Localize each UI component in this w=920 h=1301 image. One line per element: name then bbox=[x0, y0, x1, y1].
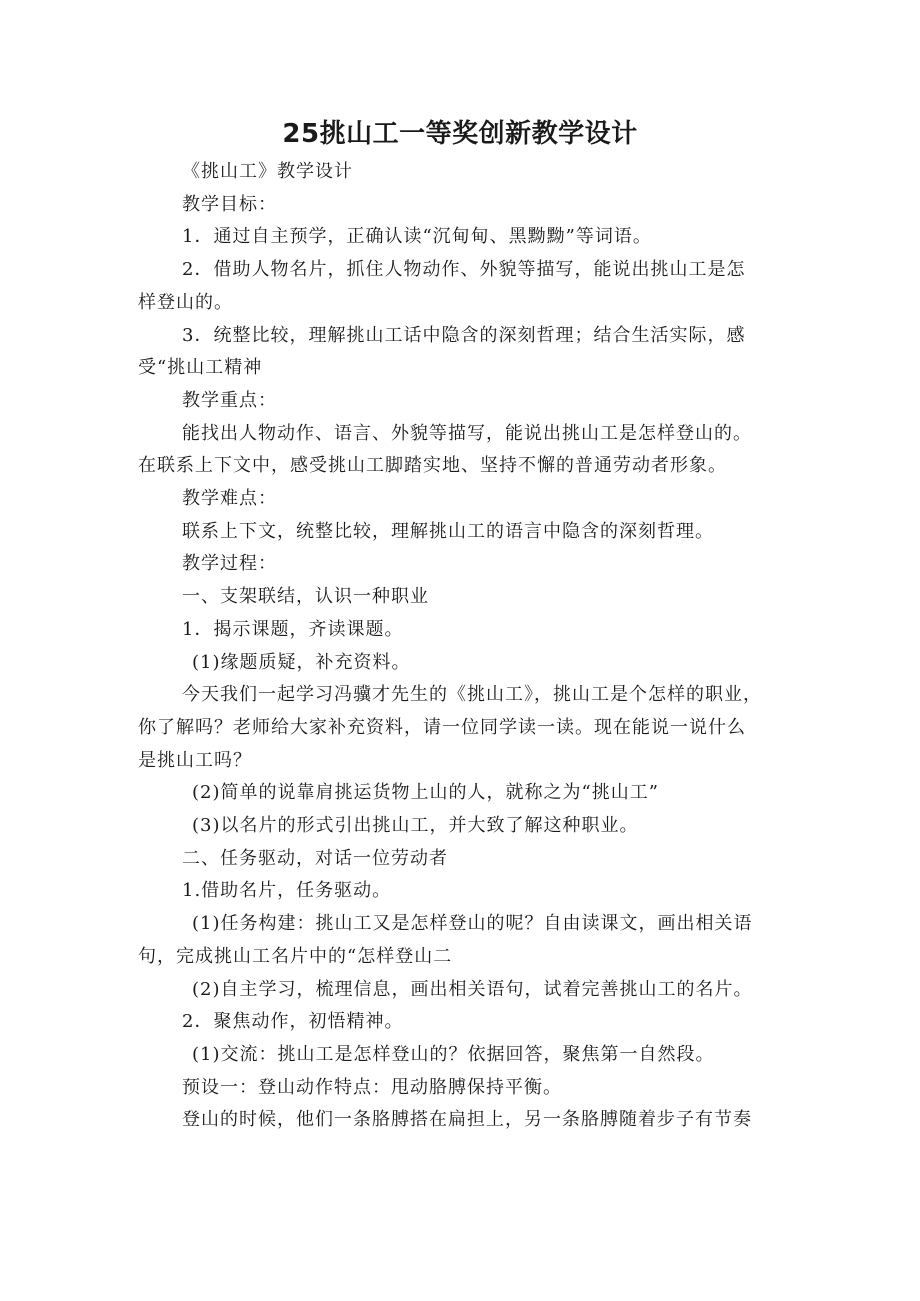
doc-line-key-point: 能找出人物动作、语言、外貌等描写，能说出挑山工是怎样登山的。 bbox=[182, 422, 752, 444]
doc-line-step-heading: 二、任务驱动，对话一位劳动者 bbox=[182, 847, 448, 869]
doc-line-objective-3: 3．统整比较，理解挑山工话中隐含的深刻哲理；结合生活实际，感 bbox=[182, 324, 746, 346]
doc-line-sub-item: (1)缘题质疑，补充资料。 bbox=[192, 651, 411, 673]
doc-line-sub-item: (1)交流：挑山工是怎样登山的？依据回答，聚焦第一自然段。 bbox=[192, 1043, 715, 1065]
doc-line-objective-2: 2．借助人物名片，抓住人物动作、外貌等描写，能说出挑山工是怎 bbox=[182, 259, 746, 281]
doc-line-paragraph-cont: 是挑山工吗？ bbox=[138, 749, 252, 771]
doc-line-section-heading: 教学难点： bbox=[182, 488, 277, 510]
doc-line-step-item: 1.借助名片，任务驱动。 bbox=[182, 880, 392, 902]
doc-line-objective-1: 1．通过自主预学，正确认读“沉甸甸、黑黝黝”等词语。 bbox=[182, 226, 652, 248]
doc-line-paragraph: 登山的时候，他们一条胳膊搭在扁担上，另一条胳膊随着步子有节奏 bbox=[182, 1109, 752, 1131]
doc-line-sub-item: (2)自主学习，梳理信息，画出相关语句，试着完善挑山工的名片。 bbox=[192, 978, 753, 1000]
doc-line-paragraph-cont: 你了解吗？老师给大家补充资料，请一位同学读一读。现在能说一说什么 bbox=[138, 716, 746, 738]
doc-line-objective-3-cont: 受“挑山工精神 bbox=[138, 357, 263, 379]
doc-line-subtitle: 《挑山工》教学设计 bbox=[182, 161, 353, 182]
doc-line-preset: 预设一：登山动作特点：甩动胳膊保持平衡。 bbox=[182, 1076, 562, 1098]
document-title: 25挑山工一等奖创新教学设计 bbox=[282, 119, 638, 149]
doc-line-step-item: 1．揭示课题，齐读课题。 bbox=[182, 618, 404, 640]
doc-line-objective-2-cont: 样登山的。 bbox=[138, 291, 233, 313]
doc-line-sub-item: (2)简单的说靠肩挑运货物上山的人，就称之为“挑山工” bbox=[192, 782, 659, 804]
doc-line-paragraph: 今天我们一起学习冯骥才先生的《挑山工》，挑山工是个怎样的职业， bbox=[182, 684, 762, 706]
doc-line-difficulty: 联系上下文，统整比较，理解挑山工的语言中隐含的深刻哲理。 bbox=[182, 520, 714, 542]
doc-line-step-heading: 一、支架联结，认识一种职业 bbox=[182, 586, 429, 608]
doc-line-sub-item: (3)以名片的形式引出挑山工，并大致了解这种职业。 bbox=[192, 815, 639, 837]
doc-line-section-heading: 教学过程： bbox=[182, 553, 277, 575]
doc-line-step-item: 2．聚焦动作，初悟精神。 bbox=[182, 1011, 404, 1033]
doc-line-section-heading: 教学目标： bbox=[182, 193, 277, 215]
doc-line-sub-item-cont: 句，完成挑山工名片中的“怎样登山二 bbox=[138, 945, 453, 967]
doc-line-sub-item: (1)任务构建：挑山工又是怎样登山的呢？自由读课文，画出相关语 bbox=[192, 913, 753, 935]
document-body bbox=[138, 156, 788, 1137]
doc-line-section-heading: 教学重点： bbox=[182, 389, 277, 411]
doc-line-key-point-cont: 在联系上下文中，感受挑山工脚踏实地、坚持不懈的普通劳动者形象。 bbox=[138, 455, 727, 477]
